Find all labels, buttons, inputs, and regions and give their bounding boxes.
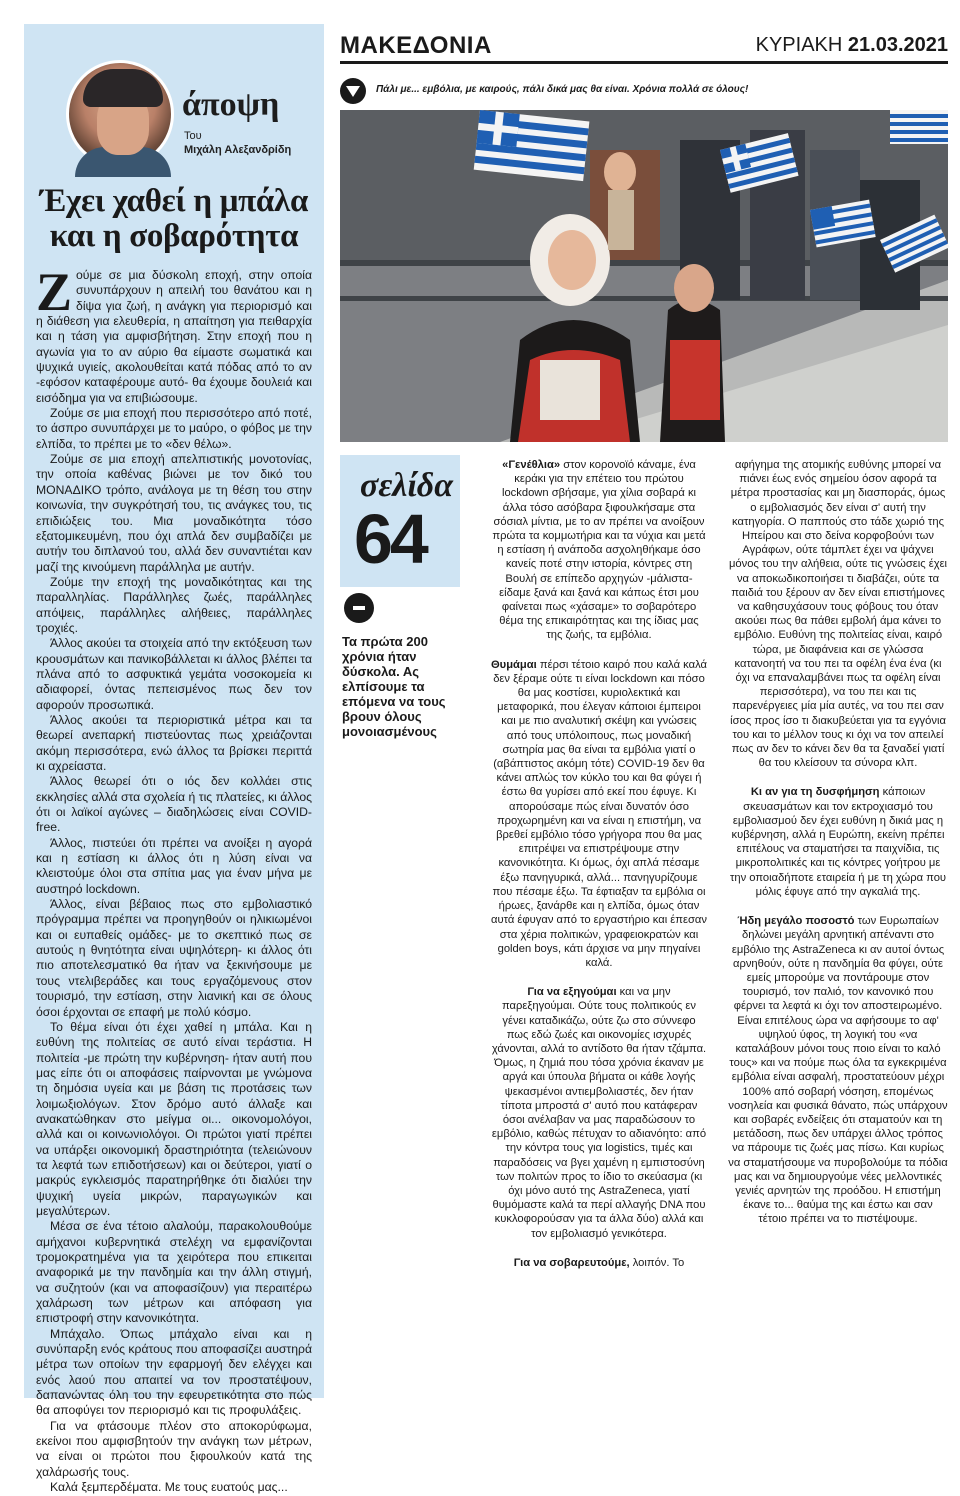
opinion-column: [24, 24, 324, 1495]
paragraph: Άλλος, είναι βέβαιος πως στο εμβολιαστικό πρόγραμμα πρέπει να προηγηθούν οι ηλικιωμένοι και οι ευπαθείς ομάδες- με το σκεπτικό πως σε αυτούς η θνητότητα είναι υψηλότερη- κι άλλος ότι πιο αποτελεσματικό θα ήταν να ξεκινήσουμε με τους ντελιβεράδες και τους εργαζόμενους στον τουρισμό, την εστίαση, στην λιανική και σε όλους όσοι έρχονται σε επαφή με πολύ κόσμο.: [36, 897, 312, 1019]
drop-cap: Ζ: [36, 262, 73, 322]
page-number: 64: [354, 500, 426, 578]
minus-icon: [344, 593, 374, 623]
column-middle: [490, 458, 708, 1270]
paragraph: «Γενέθλια» στον κορονοϊό κάναμε, ένα κεράκι για την επέτειο του πρώτου lockdown σβήσαμε, για χίλια σοβαρά κι άλλα τόσο ασόβαρα ξιφουλκήσαμε στα σόσιαλ μίντια, με το αν πρέπει να ανοίξουν πρώτα τα κομμωτήρια και τα νύχια και μετά η εστίαση ή ανάποδα ασχοληθήκαμε όσο κανείς ποτέ στην ιστορία, κόντρες στη Βουλή σε επίπεδο αρχηγών -μάλιστα- είδαμε ξανά και ξανά και κάπως έτσι μου φαίνεται πως «χάσαμε» το σοβαρότερο θέμα της επικαιρότητας και της ίδιας μας της ζωής, τα εμβόλια.: [492, 459, 706, 642]
author-name: Μιχάλη Αλεξανδρίδη: [184, 144, 292, 156]
paragraph: Άλλος θεωρεί ότι ο ιός δεν κολλάει στις εκκλησίες αλλά στα σχολεία ή τις πλατείες, κι άλλος ότι οι λαϊκοί αγώνες – διαδηλώσεις είναι COVID-free.: [36, 774, 312, 835]
paragraph: Άλλος ακούει τα περιοριστικά μέτρα και τα θεωρεί ανεπαρκή πιστεύοντας πως χρειάζονται ακόμη περισσότερα, ενώ άλλος τα βρίσκει περιττά κι αχρείαστα.: [36, 712, 312, 773]
opinion-body: [36, 262, 312, 1496]
parade-photo: [340, 110, 948, 442]
paragraph: Κι αν για τη δυσφήμηση κάποιων σκευασμάτων και τον εκτροχιασμό του εμβολιασμού δεν έχει ευθύνη η δικιά μας η κυβέρνηση, αλλά η Ευρώπη, εκείνη πρέπει επιτέλους να σταματήσει τα παιχνίδια, τις μικροπολιτικές και τις κόντρες γοήτρου με την οποιαδήποτε εταιρεία ή με τη χώρα που μόλις έφυγε από την αγκαλιά της.: [729, 786, 947, 898]
column-right: [728, 458, 948, 1227]
paragraph: Μπάχαλο. Όπως μπάχαλο είναι και η συνύπαρξη ενός κράτους που αποφασίζει αυστηρά μέτρα των οποίων την εφαρμογή δεν ελέγχει και ενός λαού που απαιτεί να τον προστατέψουν, δαπανώντας όλη του την εφευρετικότητα στο πώς θα αποφύγει τον περιορισμό και τις προφυλάξεις.: [36, 1326, 312, 1418]
paragraph: Ζούμε σε μια δύσκολη εποχή, στην οποία συνυπάρχουν η απειλή του θανάτου και η δίψα για ζωή, η ανάγκη για περιορισμό και η διάθεση για ελευθερία, η απαίτηση για πειθαρχία και η τάση για αμφισβήτηση. Στην εποχή που η αγωνία για το αν αύριο θα είμαστε σωματικά και ψυχικά υγιείς, ακολουθείται κατά πόδας από το αν -εφόσον καταφέρουμε αυτό- θα έχουμε δουλειά και εισόδημα για να επιβιώσουμε.: [36, 262, 312, 405]
paper-name: ΜΑΚΕΔΟΝΙΑ: [340, 32, 492, 59]
opinion-label: άποψη: [182, 86, 280, 123]
paragraph: Άλλος ακούει τα στοιχεία από την εκτόξευση των κρουσμάτων και πανικοβάλλεται κι άλλος βλέπει τα πλάνα από το ασφυκτικά γεμάτα νοσοκομεία κι αδιαφορεί, όντας πεπεισμένος πως δεν τον αφορούν προσωπικά.: [36, 636, 312, 712]
paragraph: Ζούμε σε μια εποχή απελπιστικής μονοτονίας, την οποία καθένας βιώνει με τον δικό του ΜΟΝΑΔΙΚΟ τρόπο, ανάλογα με τη θέση του στην κοινωνία, την συγκρότησή του, τις ανάγκες του, τις επιδιώξεις του. Μια μοναδικότητα τόσο εξατομικευμένη, που όχι απλά δεν συμβαδίζει με αυτήν του διπλανού του, αλλά δεν συναντιέται καν μαζί της κινούμενη παράλληλα με αυτήν.: [36, 452, 312, 574]
minus-note: Τα πρώτα 200 χρόνια ήταν δύσκολα. Ας ελπίσουμε τα επόμενα να τους βρουν όλους μονοιασμένους: [342, 634, 446, 739]
down-arrow-icon: [340, 78, 366, 104]
teaser-text: Πάλι με... εμβόλια, με καιρούς, πάλι δικά μας θα είναι. Χρόνια πολλά σε όλους!: [376, 84, 749, 95]
paragraph: Ζούμε την εποχή της μοναδικότητας και της παραλληλίας. Παράλληλες ζωές, παράλληλες απόψεις, παράλληλες αλήθειες, παράλληλες τροχιές.: [36, 574, 312, 635]
byline-prefix: Του: [184, 130, 202, 142]
paragraph: Άλλος, πιστεύει ότι πρέπει να ανοίξει η αγορά και η εστίαση κι άλλος ότι η λύση είναι να κλειστούμε όλοι στα σπίτια μας για έναν μήνα με αυστηρό lockdown.: [36, 835, 312, 896]
paragraph: Ήδη μεγάλο ποσοστό των Ευρωπαίων δηλώνει μεγάλη αρνητική απέναντι στο εμβόλιο της AstraZeneca κι αν αυτοί όντως αρνηθούν, ούτε η πανδημία θα φύγει, ούτε εμείς μπορούμε να ποντάρουμε στον τουρισμό, τον παλιό, τον κανονικό που φέρνει τα λεφτά κι όχι τον αποστειρωμένο. Είναι επιτέλους ώρα να αφήσουμε το αφ' υψηλού ύφος, τη λογική του «να καταλάβουν μόνοι τους ποιο είναι το καλό τους» και να πούμε πως όλα τα εγκεκριμένα εμβόλια είναι ασφαλή, προστατεύουν μέχρι 100% από σοβαρή νόσηση, επομένως νοσηλεία και φυσικά θάνατο, πώς υπάρχουν και σοβαρές ενδείξεις ότι σταματούν και τη μετάδοση, πως δεν υπάρχει άλλος τρόπος να πάρουμε τις ζωές μας πίσω. Και κυρίως να σταματήσουμε να πυροβολούμε τα πόδια μας και να δημιουργούμε νέες μελλοντικές γενιές αρνητών της προόδου. Η επιστήμη έκανε το... θαύμα της και έστω και σαν τέτοιο πρέπει να το πιστέψουμε.: [728, 915, 948, 1226]
issue-date: ΚΥΡΙΑΚΗ 21.03.2021: [755, 34, 948, 56]
paragraph: αφήγημα της ατομικής ευθύνης μπορεί να πιάνει έως ενός σημείου όσον αφορά τα μέτρα προστασίας και μη διασποράς, όμως ο εμβολιασμός δεν είναι σ' αυτή την κατηγορία. Ο παππούς στο τάδε χωριό της Ηπείρου και στο δείνα κορφοβούνι των Αγράφων, ούτε τάμπλετ έχει να ψάχνει μόνος του την αλήθεια, ούτε τις γνώσεις έχει να αποκωδικοποιήσει τι διαβάζει, ούτε τα παιδιά του ξέρουν αν δεν είναι επιστήμονες να καθησυχάσουν τους φόβους του όταν ακούει πως θα πάθει εμβολή άμα κάνει το εμβόλιο. Ευθύνη της πολιτείας είναι, καιρό τώρα, με διαφάνεια και σε γλώσσα κατανοητή να του πει τα οφέλη ένα ένα (κι όχι να επαναλαμβάνει πως τα οφέλη είναι περισσότερα), να του πει και τις παρενέργειες μία μία αυτές, να του πει σαν ίσος προς ίσο τι διακυβεύεται για τα εγγόνια του και το μέλλον τους κι όχι να τον απειλεί πως αν δεν το κάνει δεν θα τα ξαναδεί γιατί θα του κλείσουν τα σύνορα κλπ.: [728, 459, 948, 770]
page-word: σελίδα: [360, 467, 454, 504]
masthead: [340, 24, 948, 64]
author-avatar: [66, 60, 174, 168]
paragraph: Για να φτάσουμε πλέον στο αποκορύφωμα, εκείνοι που αμφισβητούν την ανάγκη των μέτρων, να είναι οι πρώτοι που ξιφουλκούν κατά της χαλάρωσής τους.: [36, 1418, 312, 1479]
paragraph: Καλά ξεμπερδέματα. Με τους ευατούς μας...: [50, 1480, 288, 1495]
paragraph: Θυμάμαι πέρσι τέτοιο καιρό που καλά καλά δεν ξέραμε ούτε τι είναι lockdown και πόσο θα μας κοστίσει, κυριολεκτικά και μεταφορικά, που έλεγαν κάποιοι έμπειροι και με πιο αναλυτική σκέψη και γνώσεις από τους υπόλοιπους, πως μοναδική σωτηρία μας θα είναι τα εμβόλια γιατί ο (αβάπτιστος ακόμη τότε) COVID-19 δεν θα κάνει απλώς τον κύκλο του και θα φύγει ή έστω θα γυρίσει από εκεί που έφυγε. Κι απορούσαμε πώς είναι δυνατόν όσο προχωρημένη και να είναι η επιστήμη, να βρεθεί εμβόλιο τόσο γρήγορα που θα μας επιτρέψει να επιστρέψουμε στην κανονικότητα. Κι όμως, όχι απλά πέσαμε έξω πανηγυρικά, αλλά... πανηγυρίζουμε που πέσαμε έξω. Τα έφτιαξαν τα εμβόλια οι ήρωες, ξανάρθε και η ελπίδα, όμως όταν αυτά έφυγαν από το εργαστήριο και έπεσαν στα χέρια πολιτικών, γραφειοκρατών και golden boys, κάτι άρχισε να μην πηγαίνει καλά.: [490, 658, 708, 969]
paragraph: Για να σοβαρευτούμε, λοιπόν. Το: [513, 1256, 685, 1269]
teaser: [340, 76, 948, 106]
paragraph: Ζούμε σε μια εποχή που περισσότερο από ποτέ, το άσπρο συνυπάρχει με το μαύρο, ο φόβος με την ελπίδα, το πρέπει με το «δεν θέλω».: [36, 406, 312, 451]
paragraph: Το θέμα είναι ότι έχει χαθεί η μπάλα. Και η ευθύνη της πολιτείας σε αυτό είναι τεράστια. Η πολιτεία -με πρώτη την κυβέρνηση- ήταν αυτή που μας είπε ότι οι αποφάσεις παίρνονται με γνώμονα τη δημόσια υγεία και με βάση τις προτάσεις των λοιμωξιολόγων. Στον δρόμο αυτό άλλαξε και ανακατώθηκαν στο μείγμα οι... οικονομολόγοι, αλλά και οι κοινωνιολόγοι. Οι πρώτοι γιατί πρέπει να υπάρξει οικονομική δραστηριότητα (τελειώνουν τα λεφτά των επιδοτήσεων) και οι δεύτεροι, γιατί ο μακρύς εγκλεισμός παρατηρήθηκε ότι διαλύει την ψυχική υγεία μικρών, παραγωγικών και μεγαλύτερων.: [36, 1019, 312, 1218]
paragraph: Μέσα σε ένα τέτοιο αλαλούμ, παρακολουθούμε αμήχανοι κυβερνητικά στελέχη να εμφανίζονται τρομοκρατημένα για τα χειρότερα που επικειται αναφορικά με την πανδημία και την άλλη στιγμή, να συζητούν (και να αποφασίζουν) για περαιτέρω χαλάρωση των μέτρων και απόφαση για επιστροφή στην κανονικότητα.: [36, 1219, 312, 1326]
article-headline: Έχει χαθεί η μπάλα και η σοβαρότητα: [39, 183, 309, 254]
page-badge: [340, 455, 460, 587]
opinion-header: [36, 24, 312, 174]
paragraph: Για να εξηγούμαι και να μην παρεξηγούμαι. Ούτε τους πολιτικούς εν γένει καταδικάζω, ούτε ζω στο σύννεφο πως εδώ ζωές και οικονομίες ισχυρές χάνονται, αλλά το αντίδοτο θα ήταν τζάμπα. Όμως, η ζημιά που τόσα χρόνια έκαναν με αργά και ύπουλα βήματα οι κάθε λογής ψεκασμένοι αντιεμβολιαστές, δεν ήταν τίποτα μπροστά σ' αυτό που κατάφεραν όσοι ανέλαβαν να μας παραδώσουν το εμβόλιο, καθώς πέτυχαν το αδιανόητο: από την κόντρα τους για logistics, τιμές και παραδόσεις να βγει χαμένη η εμπιστοσύνη των πολιτών προς το ίδιο το σκεύασμα (κι όχι μόνο αυτό της AstraZeneca, γιατί θυμόμαστε καλά τα περί αλλαγής DNA που κυκλοφορούσαν για τα άλλα δύο) αλλά και τον εμβολιασμό γενικότερα.: [491, 986, 707, 1240]
